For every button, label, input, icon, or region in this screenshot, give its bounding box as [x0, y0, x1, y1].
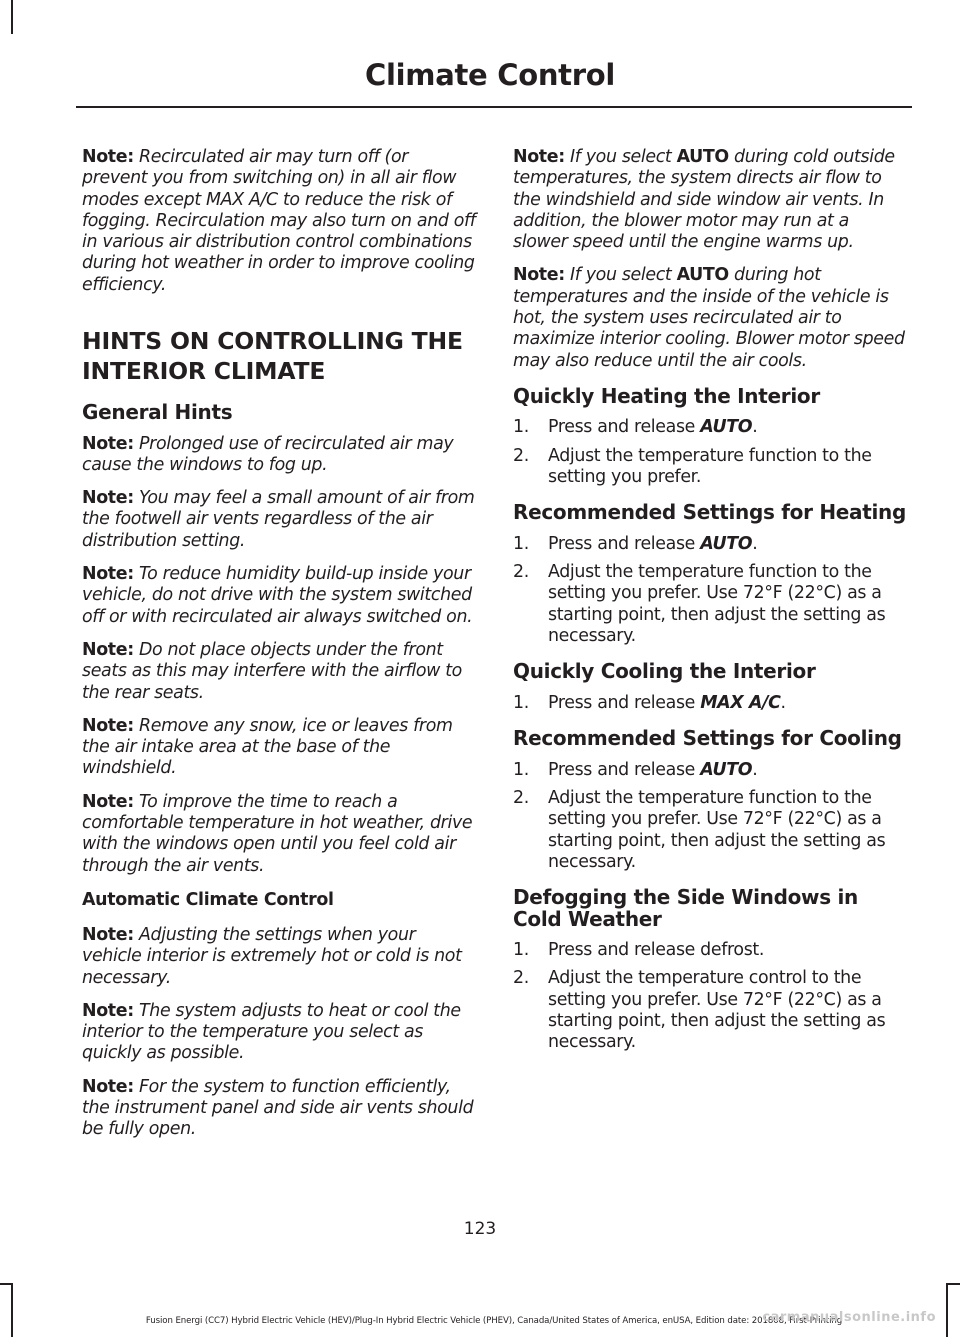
section-title: HINTS ON CONTROLLING THE INTERIOR CLIMATE: [82, 327, 463, 386]
crop-mark-bottom-left: [11, 1283, 13, 1337]
watermark: carmanualsonline.info: [762, 1310, 936, 1325]
note: Note: Recirculated air may turn off (or prevent you from switching on) in all air flow modes except MAX A/C to reduce the risk of fogging. Recirculation may also turn on and off in various air distribution control combinations during hot weather in order to improve cooling efficiency.: [82, 147, 476, 295]
recommended-cooling-steps: [513, 760, 907, 873]
crop-mark-top-left: [11, 0, 13, 34]
list-item: 1. Press and release MAX A/C.: [513, 692, 786, 713]
crop-mark-bottom-right: [946, 1283, 948, 1337]
header-divider: [76, 106, 912, 108]
list-item: 2. Adjust the temperature function to the setting you prefer. Use 72°F (22°C) as a starting point, then adjust the setting as necessary.: [513, 562, 886, 647]
general-hints-heading: General Hints: [82, 400, 233, 425]
defogging-steps: [513, 940, 907, 1053]
quickly-heating-heading: Quickly Heating the Interior: [513, 383, 820, 408]
recommended-cooling-heading: Recommended Settings for Cooling: [513, 726, 902, 751]
note: Note: You may feel a small amount of air from the footwell air vents regardless of the air distribution setting.: [82, 488, 475, 551]
crop-mark-bottom-right-h: [946, 1283, 960, 1285]
recommended-heating-heading: Recommended Settings for Heating: [513, 500, 907, 525]
note: Note: To improve the time to reach a comfortable temperature in hot weather, drive with the windows open until you feel cold air through the air vents.: [82, 791, 473, 876]
quickly-heating-steps: [513, 417, 907, 488]
note: Note: If you select AUTO during hot temperatures and the inside of the vehicle is hot, the system uses recirculated air to maximize interior cooling. Blower motor speed may also reduce until the air cools.: [513, 265, 905, 371]
left-column: [82, 147, 476, 1153]
quickly-cooling-steps: [513, 693, 907, 714]
list-item: 1. Press and release AUTO.: [513, 533, 758, 554]
list-item: 1. Press and release defrost.: [513, 940, 765, 961]
footer-edition-text: Fusion Energi (CC7) Hybrid Electric Vehicle (HEV)/Plug-In Hybrid Electric Vehicle (PHEV), Canada/United States of America, enUSA, Edition date: 201808, First-Printing: [145, 1316, 843, 1326]
note: Note: If you select AUTO during cold outside temperatures, the system directs air flow to the windshield and side window air vents. In addition, the blower motor may run at a slower speed until the engine warms up.: [513, 147, 895, 253]
note: Note: Remove any snow, ice or leaves from the air intake area at the base of the windshield.: [82, 715, 453, 779]
note: Note: For the system to function efficiently, the instrument panel and side air vents should be fully open.: [82, 1076, 474, 1140]
note: Note: Do not place objects under the front seats as this may interfere with the airflow to the rear seats.: [82, 639, 462, 703]
list-item: 1. Press and release AUTO.: [513, 759, 758, 780]
list-item: 2. Adjust the temperature control to the setting you prefer. Use 72°F (22°C) as a starting point, then adjust the setting as necessary.: [513, 968, 886, 1053]
recommended-heating-steps: [513, 534, 907, 647]
quickly-cooling-heading: Quickly Cooling the Interior: [513, 659, 816, 684]
note: Note: The system adjusts to heat or cool the interior to the temperature you select as quickly as possible.: [82, 1000, 461, 1064]
defogging-heading: Defogging the Side Windows in Cold Weather: [513, 885, 858, 931]
note: Note: Prolonged use of recirculated air may cause the windows to fog up.: [82, 433, 454, 475]
list-item: 2. Adjust the temperature function to the setting you prefer.: [513, 445, 872, 488]
list-item: 1. Press and release AUTO.: [513, 417, 758, 438]
page-number: 123: [463, 1219, 497, 1239]
page-header-title: Climate Control: [365, 58, 615, 92]
note: Note: To reduce humidity build-up inside your vehicle, do not drive with the system switched off or with recirculated air always switched on.: [82, 564, 473, 627]
right-column: [513, 147, 907, 1068]
crop-mark-bottom-left-h: [0, 1283, 12, 1285]
note: Note: Adjusting the settings when your vehicle interior is extremely hot or cold is not necessary.: [82, 924, 462, 988]
automatic-climate-control-heading: Automatic Climate Control: [82, 889, 334, 910]
list-item: 2. Adjust the temperature function to the setting you prefer. Use 72°F (22°C) as a starting point, then adjust the setting as necessary.: [513, 787, 886, 872]
